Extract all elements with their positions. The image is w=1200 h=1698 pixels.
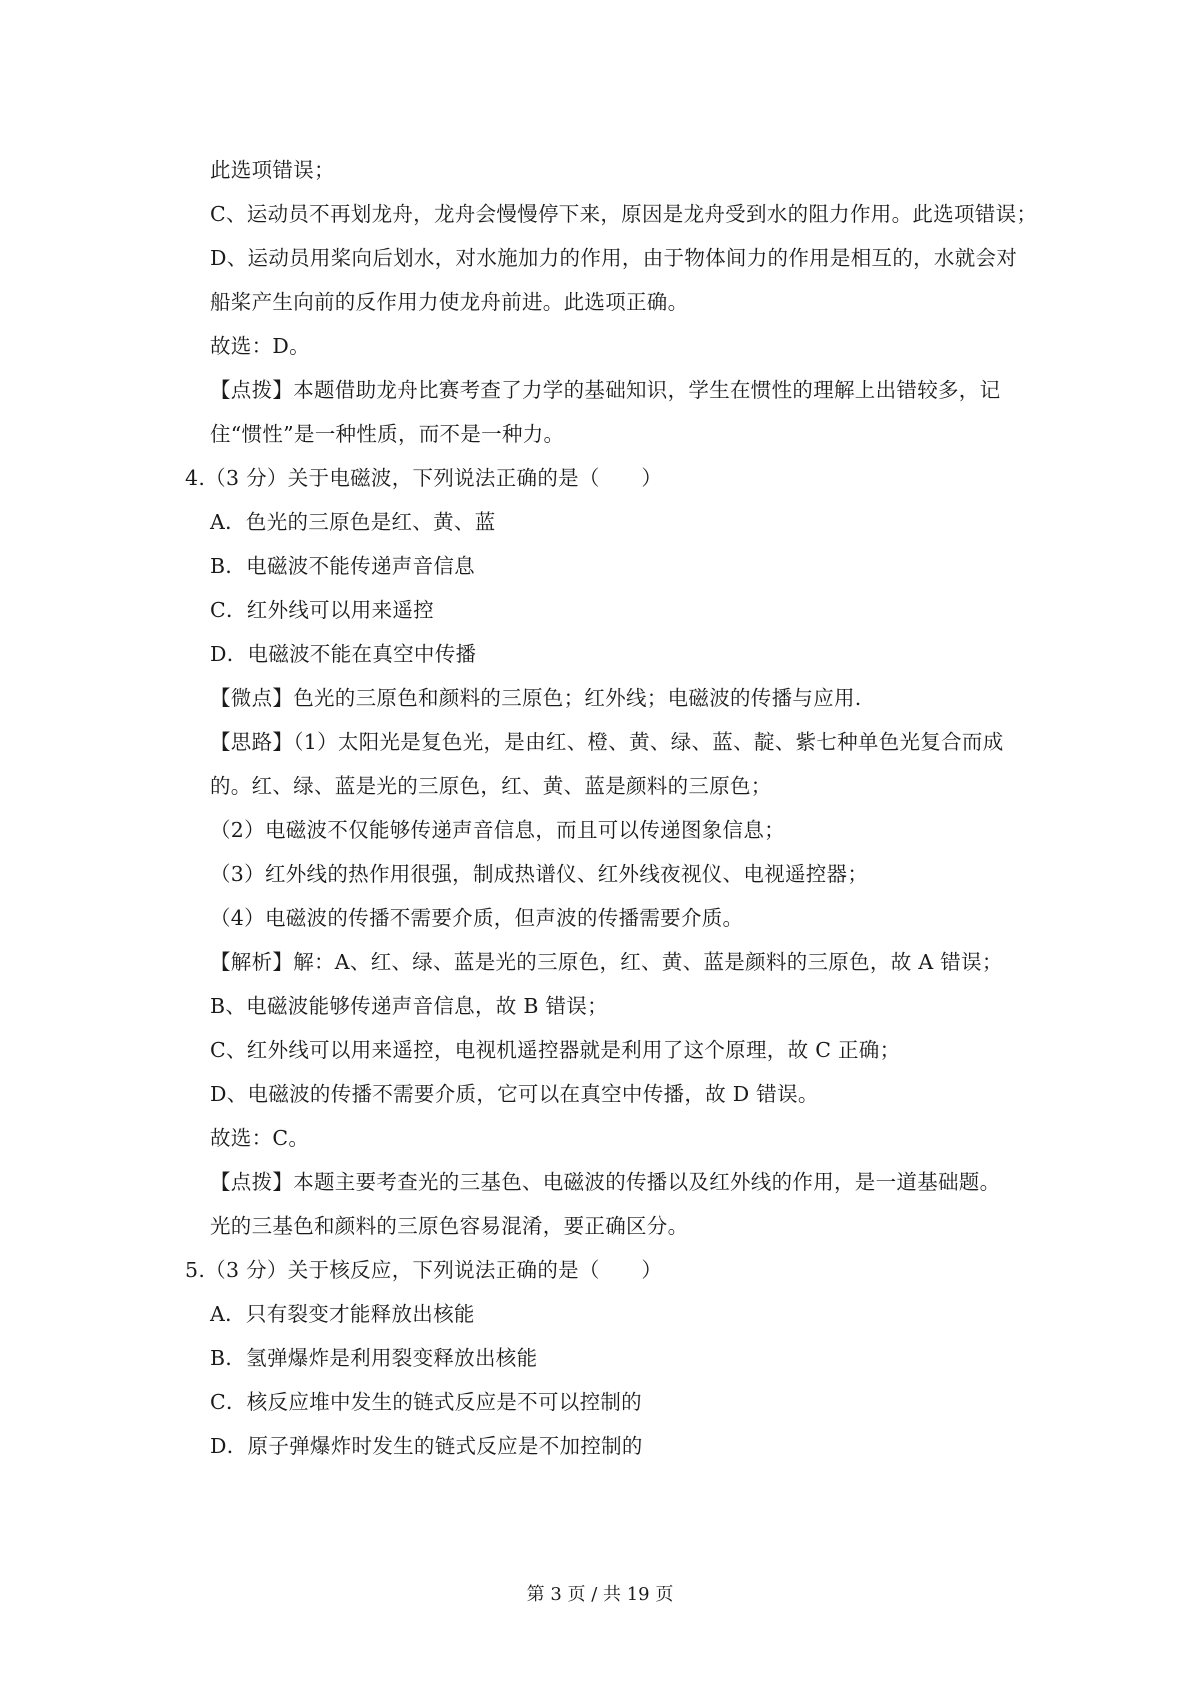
q4-tip: 【点拨】本题主要考查光的三基色、电磁波的传播以及红外线的作用，是一道基础题。 xyxy=(210,1170,1001,1194)
q5-stem: 5.（3 分）关于核反应，下列说法正确的是（ ） xyxy=(185,1258,663,1282)
q4-option-a: A．色光的三原色是红、黄、蓝 xyxy=(210,510,496,534)
q4-idea-2: （2）电磁波不仅能够传递声音信息，而且可以传递图象信息； xyxy=(210,818,785,842)
page-number-footer: 第 3 页 / 共 19 页 xyxy=(526,1584,674,1605)
q4-solution-c: C、红外线可以用来遥控，电视机遥控器就是利用了这个原理，故 C 正确； xyxy=(210,1038,901,1062)
q4-solution-b: B、电磁波能够传递声音信息，故 B 错误； xyxy=(210,994,608,1018)
q4-answer: 故选：C。 xyxy=(210,1126,310,1150)
q5-option-b: B．氢弹爆炸是利用裂变释放出核能 xyxy=(210,1346,538,1370)
q5-option-a: A．只有裂变才能释放出核能 xyxy=(210,1302,475,1326)
q4-solution-d: D、电磁波的传播不需要介质，它可以在真空中传播，故 D 错误。 xyxy=(210,1082,819,1106)
q4-idea-1-cont: 的。红、绿、蓝是光的三原色，红、黄、蓝是颜料的三原色； xyxy=(210,774,772,798)
q3-tip: 【点拨】本题借助龙舟比赛考查了力学的基础知识，学生在惯性的理解上出错较多，记 xyxy=(210,378,1001,402)
q4-option-c: C．红外线可以用来遥控 xyxy=(210,598,434,622)
q4-idea-3: （3）红外线的热作用很强，制成热谱仪、红外线夜视仪、电视遥控器； xyxy=(210,862,869,886)
q4-option-b: B．电磁波不能传递声音信息 xyxy=(210,554,475,578)
q3-option-d-explanation: D、运动员用桨向后划水，对水施加力的作用，由于物体间力的作用是相互的，水就会对 xyxy=(210,246,1018,270)
q4-idea-4: （4）电磁波的传播不需要介质，但声波的传播需要介质。 xyxy=(210,906,744,930)
q4-option-d: D．电磁波不能在真空中传播 xyxy=(210,642,477,666)
q3-tip-cont: 住“惯性”是一种性质，而不是一种力。 xyxy=(210,422,565,446)
q4-solution-a: 【解析】解：A、红、绿、蓝是光的三原色，红、黄、蓝是颜料的三原色，故 A 错误； xyxy=(210,950,1003,974)
q4-tip-cont: 光的三基色和颜料的三原色容易混淆，要正确区分。 xyxy=(210,1214,689,1238)
q3-option-d-explanation-cont: 船桨产生向前的反作用力使龙舟前进。此选项正确。 xyxy=(210,290,689,314)
q3-explanation-line: 此选项错误； xyxy=(210,158,335,182)
q3-answer: 故选：D。 xyxy=(210,334,310,358)
q5-option-d: D．原子弹爆炸时发生的链式反应是不加控制的 xyxy=(210,1434,643,1458)
q4-stem: 4.（3 分）关于电磁波，下列说法正确的是（ ） xyxy=(185,466,663,490)
q3-option-c-explanation: C、运动员不再划龙舟，龙舟会慢慢停下来，原因是龙舟受到水的阻力作用。此选项错误； xyxy=(210,202,1038,226)
q5-option-c: C．核反应堆中发生的链式反应是不可以控制的 xyxy=(210,1390,642,1414)
q4-key-point: 【微点】色光的三原色和颜料的三原色；红外线；电磁波的传播与应用. xyxy=(210,686,862,710)
q4-idea-1: 【思路】（1）太阳光是复色光，是由红、橙、黄、绿、蓝、靛、紫七种单色光复合而成 xyxy=(210,730,1004,754)
